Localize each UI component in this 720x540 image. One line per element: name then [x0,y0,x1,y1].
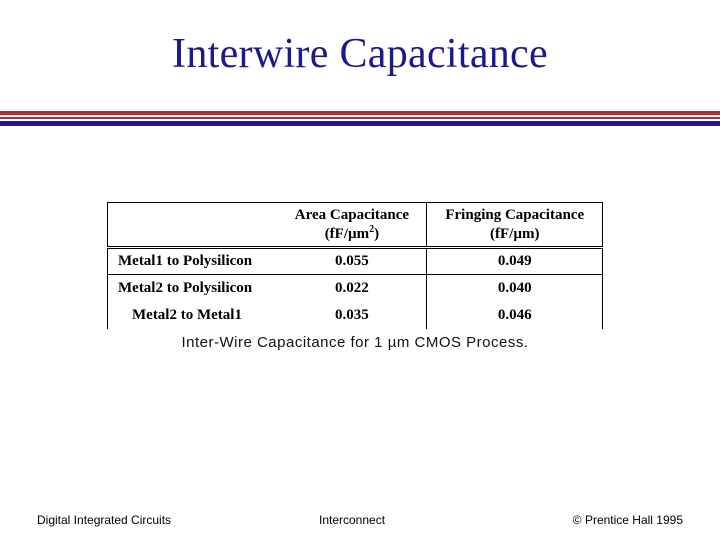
table-row [108,248,603,275]
table-header-row [108,203,603,248]
table-caption: Inter-Wire Capacitance for 1 µm CMOS Process. [181,334,529,351]
capacitance-table-figure [107,202,603,330]
row-label: Metal2 to Polysilicon [108,275,278,302]
header-area-capacitance [277,203,427,248]
fringe-value: 0.040 [427,275,603,302]
area-value: 0.055 [277,248,427,275]
area-value: 0.035 [335,306,369,323]
table-row [108,302,603,329]
header-rule-blue [0,121,720,126]
table-row [108,275,603,302]
area-value: 0.022 [335,279,369,296]
header-area-unit-exponent: 2 [369,223,375,235]
fringe-value: 0.046 [427,302,603,329]
header-area-unit: (fF/µm [324,225,370,242]
footer-copyright: © Prentice Hall 1995 [572,513,683,527]
header-area-unit-close: ) [374,225,380,242]
slide-title: Interwire Capacitance [172,31,548,77]
header-fringe-title: Fringing Capacitance [445,206,585,223]
header-area-title: Area Capacitance [294,206,410,223]
header-fringing-capacitance [427,203,603,248]
footer-chapter: Interconnect [319,513,386,527]
header-label-cell [108,203,278,248]
row-label: Metal1 to Polysilicon [108,248,278,275]
footer-course-title: Digital Integrated Circuits [37,513,172,527]
capacitance-table [107,202,603,329]
row-label: Metal2 to Metal1 [108,302,278,329]
header-fringe-unit: (fF/µm) [490,225,540,242]
fringe-value: 0.049 [427,248,603,275]
